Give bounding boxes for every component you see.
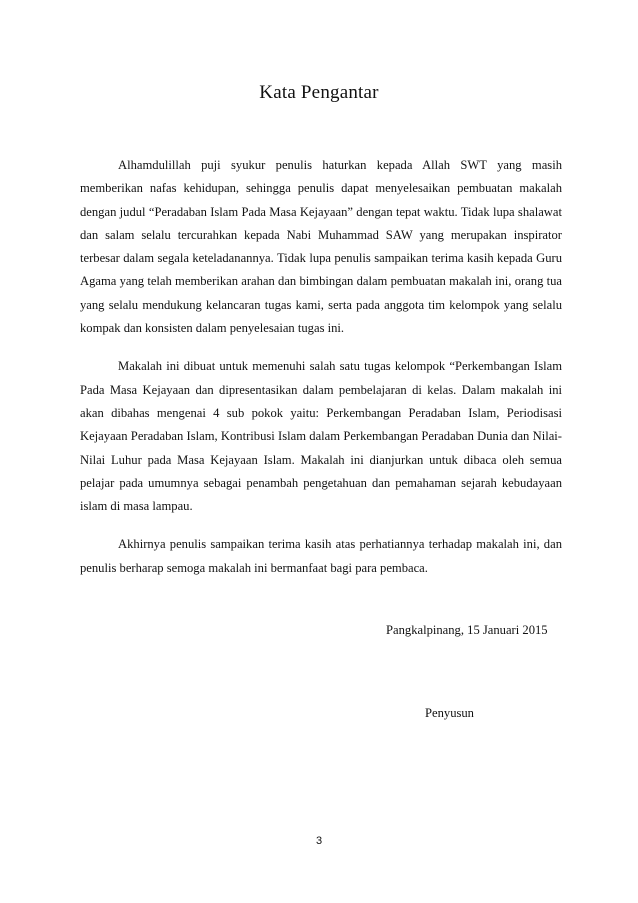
author-signature: Penyusun	[425, 706, 474, 720]
paragraph-acknowledgement: Alhamdulillah puji syukur penulis haturkan kepada Allah SWT yang masih memberikan nafas kehidupan, sehingga penulis dapat menyelesaikan pembuatan makalah dengan judul “Peradaban Islam Pada Masa Kejayaan” dengan tepat waktu. Tidak lupa shalawat dan salam selalu tercurahkan kepada Nabi Muhammad SAW yang merupakan inspirator terbesar dalam segala keteladanannya. Tidak lupa penulis sampaikan terima kasih kepada Guru Agama yang telah memberikan arahan dan bimbingan dalam pembuatan makalah ini, orang tua yang selalu mendukung kelancaran tugas kami, serta pada anggota tim kelompok yang selalu kompak dan konsisten dalam penyelesaian tugas ini.	[80, 158, 562, 336]
page-title: Kata Pengantar	[259, 82, 379, 103]
page-number: 3	[315, 835, 323, 847]
body-text	[80, 154, 562, 595]
paragraph-closing: Akhirnya penulis sampaikan terima kasih atas perhatiannya terhadap makalah ini, dan penulis berharap semoga makalah ini bermanfaat bagi para pembaca.	[80, 537, 562, 575]
paragraph-purpose: Makalah ini dibuat untuk memenuhi salah satu tugas kelompok “Perkembangan Islam Pada Masa Kejayaan dan dipresentasikan dalam pembelajaran di kelas. Dalam makalah ini akan dibahas mengenai 4 sub pokok yaitu: Perkembangan Peradaban Islam, Periodisasi Kejayaan Peradaban Islam, Kontribusi Islam dalam Perkembangan Peradaban Dunia dan Nilai-Nilai Luhur pada Masa Kejayaan Islam. Makalah ini dianjurkan untuk dibaca oleh semua pelajar pada umumnya sebagai penambah pengetahuan dan pemahaman sejarah kebudayaan islam di masa lampau.	[80, 359, 562, 514]
place-date: Pangkalpinang, 15 Januari 2015	[386, 623, 548, 637]
